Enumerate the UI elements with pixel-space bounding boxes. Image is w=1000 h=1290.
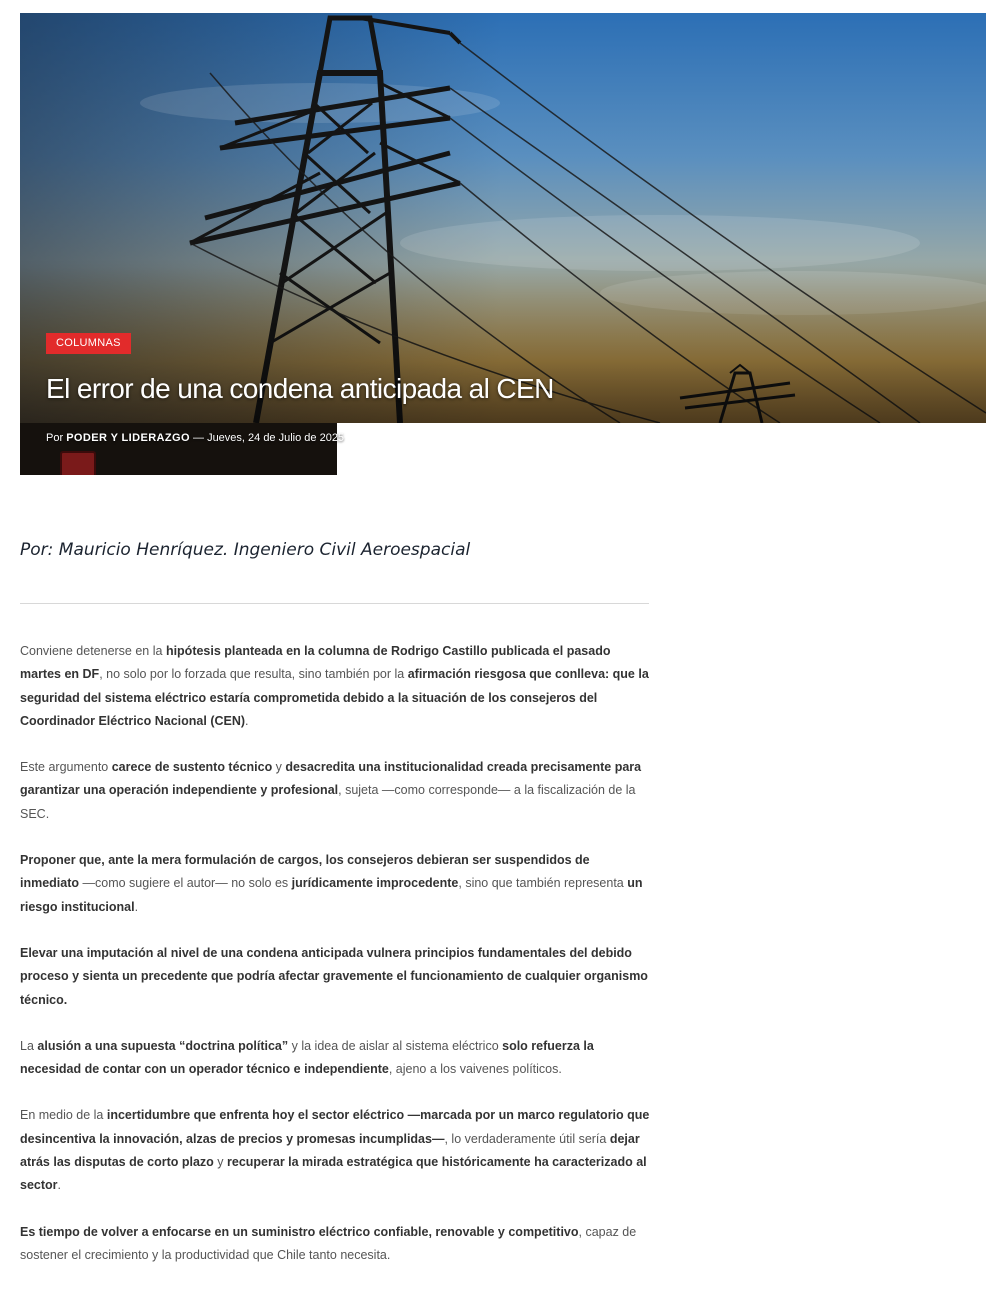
- article-title: El error de una condena anticipada al CEN: [46, 373, 554, 404]
- text: , ajeno a los vaivenes políticos.: [388, 1062, 562, 1077]
- paragraph: [20, 849, 652, 919]
- bold-text: recuperar la mirada estratégica que históricamente ha caracterizado al sector: [20, 1155, 647, 1193]
- text: La: [20, 1038, 38, 1053]
- bold-text: solo refuerza la necesidad de contar con un operador técnico e independiente: [20, 1038, 594, 1077]
- date-separator: —: [193, 432, 204, 444]
- bold-text: Elevar una imputación al nivel de una condena anticipada vulnera principios fundamentales del debido proceso y sienta un precedente que podría afectar gravemente el funcionamiento de cualquier organismo técnico.: [20, 945, 648, 1007]
- bold-text: Proponer que, ante la mera formulación de cargos, los consejeros debieran ser suspendidos de inmediato: [20, 853, 590, 891]
- text: , no solo por lo forzada que resulta, sino también por la: [99, 667, 408, 682]
- bold-text: carece de sustento técnico: [111, 760, 273, 775]
- bold-text: alusión a una supuesta “doctrina política”: [37, 1038, 289, 1053]
- text: , sujeta —como corresponde— a la fiscalización de la SEC.: [20, 783, 636, 821]
- author-link[interactable]: PODER Y LIDERAZGO: [66, 432, 190, 444]
- paragraph: [20, 942, 652, 1012]
- hero-cutout: [337, 423, 986, 475]
- text: y la idea de aislar al sistema eléctrico: [288, 1038, 503, 1053]
- bold-text: hipótesis planteada en la columna de Rodrigo Castillo publicada el pasado martes en DF: [20, 644, 611, 682]
- text: .: [57, 1178, 62, 1193]
- paragraph: [20, 640, 652, 733]
- text: —como sugiere el autor— no solo es: [79, 876, 292, 891]
- text: , sino que también representa: [458, 876, 628, 891]
- text: y: [272, 760, 286, 775]
- text: En medio de la: [20, 1108, 107, 1123]
- bold-text: dejar atrás las disputas de corto plazo: [20, 1131, 640, 1170]
- paragraph: [20, 1035, 652, 1082]
- paragraph: [20, 1221, 652, 1268]
- text: , lo verdaderamente útil sería: [444, 1131, 610, 1146]
- category-badge[interactable]: COLUMNAS: [46, 333, 131, 354]
- bold-text: afirmación riesgosa que conlleva: que la seguridad del sistema eléctrico estaría comprometida debido a la situación de los consejeros del Coordinador Eléctrico Nacional (CEN): [20, 667, 649, 728]
- text: .: [245, 713, 249, 728]
- bold-text: incertidumbre que enfrenta hoy el sector eléctrico —marcada por un marco regulatorio que desincentiva la innovación, alzas de precios y promesas incumplidas—: [20, 1108, 650, 1146]
- hero-banner: [20, 13, 986, 475]
- article-byline: Por: Mauricio Henríquez. Ingeniero Civil Aeroespacial: [20, 540, 471, 560]
- paragraph: [20, 1104, 652, 1197]
- bold-text: jurídicamente improcedente: [291, 876, 459, 891]
- text: Conviene detenerse en la: [20, 644, 166, 658]
- text: y: [213, 1155, 228, 1170]
- red-sticker-icon: [60, 451, 96, 475]
- bold-text: Es tiempo de volver a enfocarse en un suministro eléctrico confiable, renovable y competitivo: [20, 1224, 579, 1239]
- bold-text: desacredita una institucionalidad creada precisamente para garantizar una operación independiente y profesional: [20, 760, 642, 798]
- text: .: [134, 899, 139, 914]
- publish-date: Jueves, 24 de Julio de 2025: [207, 432, 345, 444]
- bold-text: un riesgo institucional: [20, 876, 643, 914]
- text: , capaz de sostener el crecimiento y la productividad que Chile tanto necesita.: [20, 1224, 637, 1262]
- divider: [20, 603, 649, 604]
- article-body: [20, 640, 652, 1290]
- text: Este argumento: [20, 760, 112, 775]
- power-tower-hero-image: [20, 13, 986, 423]
- paragraph: [20, 756, 652, 826]
- article-meta: [46, 432, 344, 444]
- by-prefix: Por: [46, 432, 64, 444]
